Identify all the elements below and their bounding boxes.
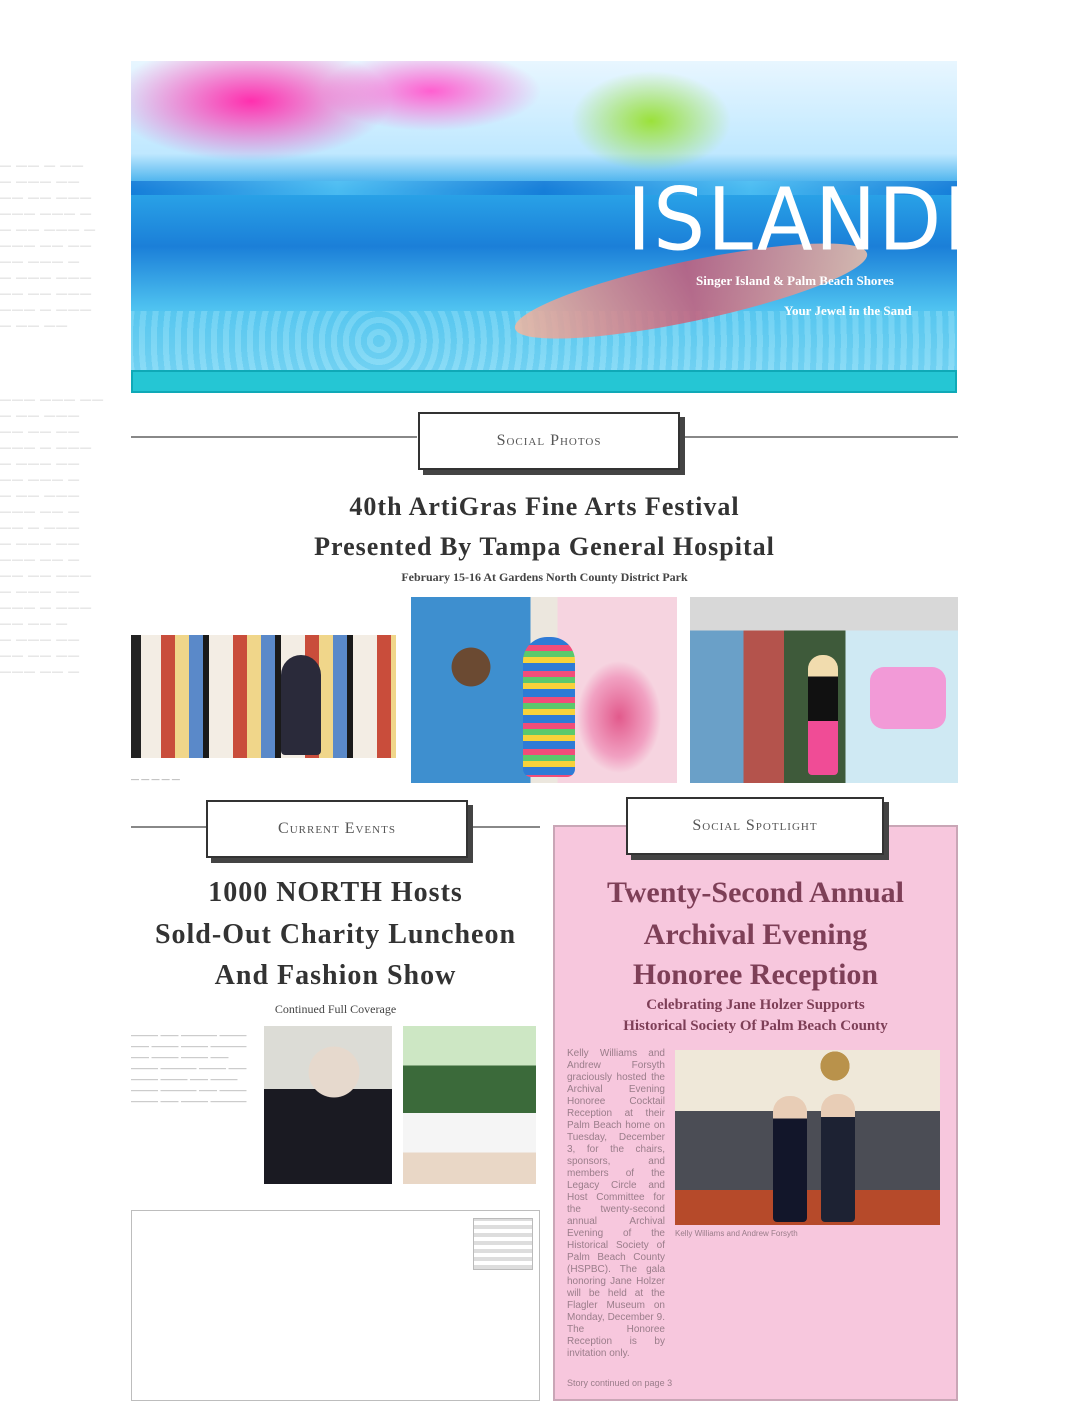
article-body: Kelly Williams and Andrew Forsyth graciously hosted the Archival Evening Honoree Cocktail Reception at their Palm Beach home on Tuesday, December 3, for the chairs, sponsors, and members of the Legacy Circle and Host Committee for the twenty-second annual Archival Evening of the Historical Society of Palm Beach County (HSPBC). The gala honoring Jane Holzer will be held at the Flagler Museum on Monday, December 9. The Honoree Reception is by invitation only. (567, 1048, 665, 1359)
subheadline: Historical Society Of Palm Beach County (623, 1018, 888, 1034)
masthead-logo: ISLANDER (627, 170, 1057, 271)
bleed-through-text-lower: ——— ——— —— — —— ——— —— —— —— ——— — ——— — ——— —— —— ——— — — —— ——— ——— —— — —— — ——— — ——— —— ——— —— — —— —— ——— — ——— —— ——— — ——— —— —— — — ——— —— —— —— —— ——— —— — (0, 394, 105, 678)
subheadline: Celebrating Jane Holzer Supports (646, 997, 865, 1013)
divider-rule (131, 826, 207, 828)
headline: Honoree Reception (632, 958, 879, 991)
photo-art-booth (131, 635, 396, 758)
headline: Sold-Out Charity Luncheon (154, 919, 517, 950)
masthead-bar (131, 370, 957, 393)
headline: Twenty-Second Annual (606, 876, 904, 909)
continued-link[interactable]: Story continued on page 3 (567, 1378, 673, 1388)
headline: Archival Evening (643, 918, 868, 951)
headline: 1000 NORTH Hosts (208, 877, 463, 908)
photo-woman-with-van-painting (690, 597, 958, 783)
headline: Presented By Tampa General Hospital (314, 532, 775, 561)
photo-speaker-with-microphone (264, 1026, 392, 1184)
photo-fashion-show-luncheon (403, 1026, 536, 1184)
section-label-current-events: Current Events (206, 800, 468, 858)
photo-honoree-reception (675, 1050, 940, 1225)
photo-artist-with-paintings (411, 597, 677, 783)
section-label-social-photos: Social Photos (418, 412, 680, 470)
qr-code[interactable] (473, 1218, 533, 1270)
section-label-social-spotlight: Social Spotlight (626, 797, 884, 855)
headline: And Fashion Show (214, 960, 457, 991)
subheadline: February 15-16 At Gardens North County District Park (401, 570, 688, 584)
divider-rule (131, 436, 417, 438)
masthead-image (131, 61, 1057, 370)
headline: 40th ArtiGras Fine Arts Festival (349, 492, 740, 521)
subheadline: Continued Full Coverage (274, 1002, 397, 1016)
photo-caption: — — — — — (131, 775, 180, 784)
photo-caption: Kelly Williams and Andrew Forsyth (675, 1229, 798, 1238)
bleed-through-text: — —— — —— — ——— —— —— —— ——— ——— ——— — — —— ——— — ——— —— —— —— ——— — — ——— ——— —— —— ——— ——— — ——— — —— —— (0, 160, 97, 332)
masthead-tagline: Singer Island & Palm Beach Shores (696, 273, 894, 288)
divider-rule (684, 436, 958, 438)
masthead-slogan: Your Jewel in the Sand (784, 303, 912, 318)
divider-rule (470, 826, 540, 828)
article-body-placeholder: ——— —— ———— ——— —— ——— ——— ———— —— ——— ——— —— ——— ———— ——— —— ——— ——— —— ——— ——— ———— —— ——— ——— —— ——— ———— (131, 1030, 247, 1106)
